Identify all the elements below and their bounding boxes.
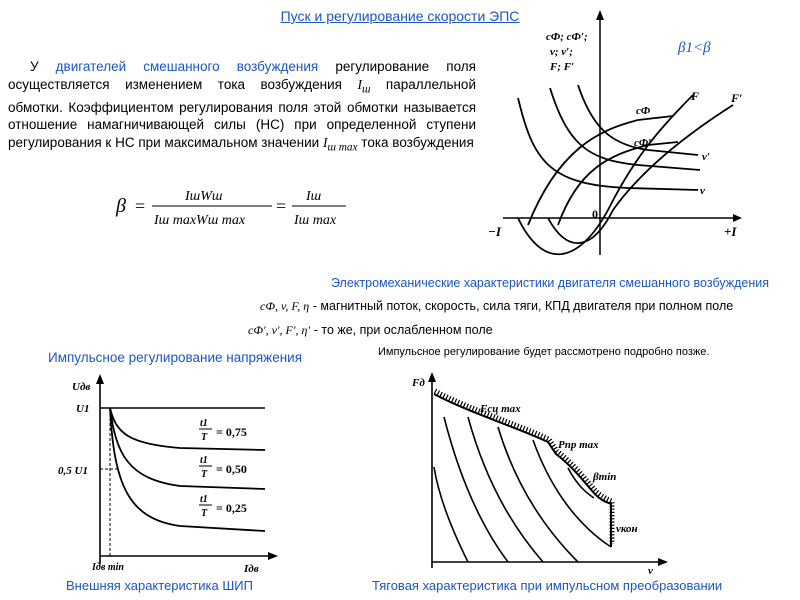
label-cf: cФ xyxy=(636,105,651,117)
speed-curve-v2 xyxy=(550,88,700,170)
traction-curve-5 xyxy=(533,440,611,547)
svg-text:t1: t1 xyxy=(200,455,208,466)
svg-text:T: T xyxy=(201,432,208,443)
flux-curve-cf-prime xyxy=(558,142,678,225)
legend-desc-1: - магнитный поток, скорость, сила тяги, КПД двигателя при полном поле xyxy=(312,299,734,313)
right-ylabel: Fд xyxy=(412,377,425,389)
svg-text:= 0,50: = 0,50 xyxy=(216,462,247,476)
label-v: v xyxy=(700,185,705,197)
plus-i-label: +I xyxy=(724,224,737,239)
intro-paragraph xyxy=(8,58,476,157)
svg-text:t1: t1 xyxy=(200,418,208,429)
electromech-caption: Электромеханические характеристики двигателя смешанного возбуждения xyxy=(330,276,769,290)
page-title: Пуск и регулирование скорости ЭПС xyxy=(280,8,520,24)
para-text-2: параллельной обмотки. Коэффициентом регулирования поля этой обмотки называется отношение намагничивающей силы (НС) при определенной ступени регулирования к НС при максимальном значении xyxy=(8,76,476,150)
label-v-kon: vкон xyxy=(616,523,638,535)
formula-num-1: IшWш xyxy=(185,189,223,204)
left-ylabel: Uдв xyxy=(72,381,91,393)
left-u1: U1 xyxy=(76,403,90,415)
force-curve-f xyxy=(518,95,693,254)
left-x-arrow xyxy=(268,552,278,560)
impulse-heading: Импульсное регулирование напряжения xyxy=(48,350,303,365)
left-xlabel: Iдв xyxy=(244,563,259,574)
beta-formula xyxy=(110,180,350,232)
legend-row-weak-field xyxy=(248,322,788,338)
right-y-arrow xyxy=(428,372,436,382)
left-y-arrow xyxy=(96,374,104,384)
legend-desc-2: - то же, при ослабленном поле xyxy=(313,323,493,337)
formula-eq-2: = xyxy=(276,196,287,216)
para-word-u: У xyxy=(30,59,39,74)
axis-label-line1: cФ; cФ′; xyxy=(546,31,588,43)
para-highlight: двигателей смешанного возбуждения xyxy=(55,59,319,74)
label-f-prime: F′ xyxy=(731,91,743,105)
para-var-ish: $I_ш$ xyxy=(357,76,371,96)
legend-symbol-2: cФ′, v′, F′, η′ xyxy=(248,323,311,337)
speed-curve-v xyxy=(518,98,698,190)
traction-curve-1 xyxy=(434,467,468,562)
legend-row-full-field xyxy=(260,298,800,314)
caption-right: Тяговая характеристика при импульсном преобразовании xyxy=(372,578,723,593)
minus-i-label: −I xyxy=(488,224,501,239)
svg-text:t1: t1 xyxy=(200,494,208,505)
origin-label: 0 xyxy=(592,207,598,221)
svg-text:= 0,75: = 0,75 xyxy=(216,425,247,439)
formula-eq-1: = xyxy=(135,196,146,216)
electromechanical-diagram xyxy=(488,10,800,260)
svg-text:T: T xyxy=(201,508,208,519)
label-v-prime: v′ xyxy=(702,151,710,163)
para-var-ishmax: $I_{ш max}$ xyxy=(322,134,358,154)
formula-den-2: Iш max xyxy=(294,213,337,228)
legend-symbol-1: cФ, v, F, η xyxy=(260,299,310,313)
vertical-axis-arrow xyxy=(596,10,604,20)
formula-beta: β xyxy=(116,195,126,217)
traction-curve-3 xyxy=(468,417,543,562)
left-idmin: Iдв min xyxy=(92,562,124,573)
label-cf-prime: cФ′ xyxy=(634,137,652,149)
label-ppr-max: Pпр max xyxy=(558,439,599,451)
formula-den-1: Iш maxWш max xyxy=(154,213,246,228)
label-f: F xyxy=(691,89,700,103)
label-beta-min: βmin xyxy=(593,471,617,483)
ratio-label-075 xyxy=(199,418,247,443)
right-xlabel: v xyxy=(648,565,653,576)
para-text-3: тока возбуждения xyxy=(361,134,474,150)
caption-left: Внешняя характеристика ШИП xyxy=(66,578,253,593)
svg-text:= 0,25: = 0,25 xyxy=(216,501,247,515)
label-fcc-max: Fсц max xyxy=(480,403,521,415)
para-text-1: регулирование поля осуществляется изменением тока возбуждения xyxy=(8,59,476,92)
current-axis-arrow xyxy=(733,214,742,222)
traction-chart xyxy=(408,372,670,576)
force-curve-f-prime xyxy=(548,105,733,243)
ratio-label-025 xyxy=(199,494,247,519)
traction-curve-2 xyxy=(444,417,508,562)
axis-label-line2: v; v′; xyxy=(550,46,573,58)
axis-label-line3: F; F′ xyxy=(550,61,575,73)
svg-text:T: T xyxy=(201,469,208,480)
ratio-label-050 xyxy=(199,455,247,480)
formula-num-2: Iш xyxy=(306,189,322,204)
limit-hatching xyxy=(435,391,612,544)
right-x-arrow xyxy=(658,558,668,566)
beta-note: β1<β xyxy=(678,40,711,56)
left-half-u1: 0,5 U1 xyxy=(58,465,88,477)
shim-external-chart xyxy=(50,374,280,574)
impulse-note: Импульсное регулирование будет рассмотрено подробно позже. xyxy=(378,346,710,358)
